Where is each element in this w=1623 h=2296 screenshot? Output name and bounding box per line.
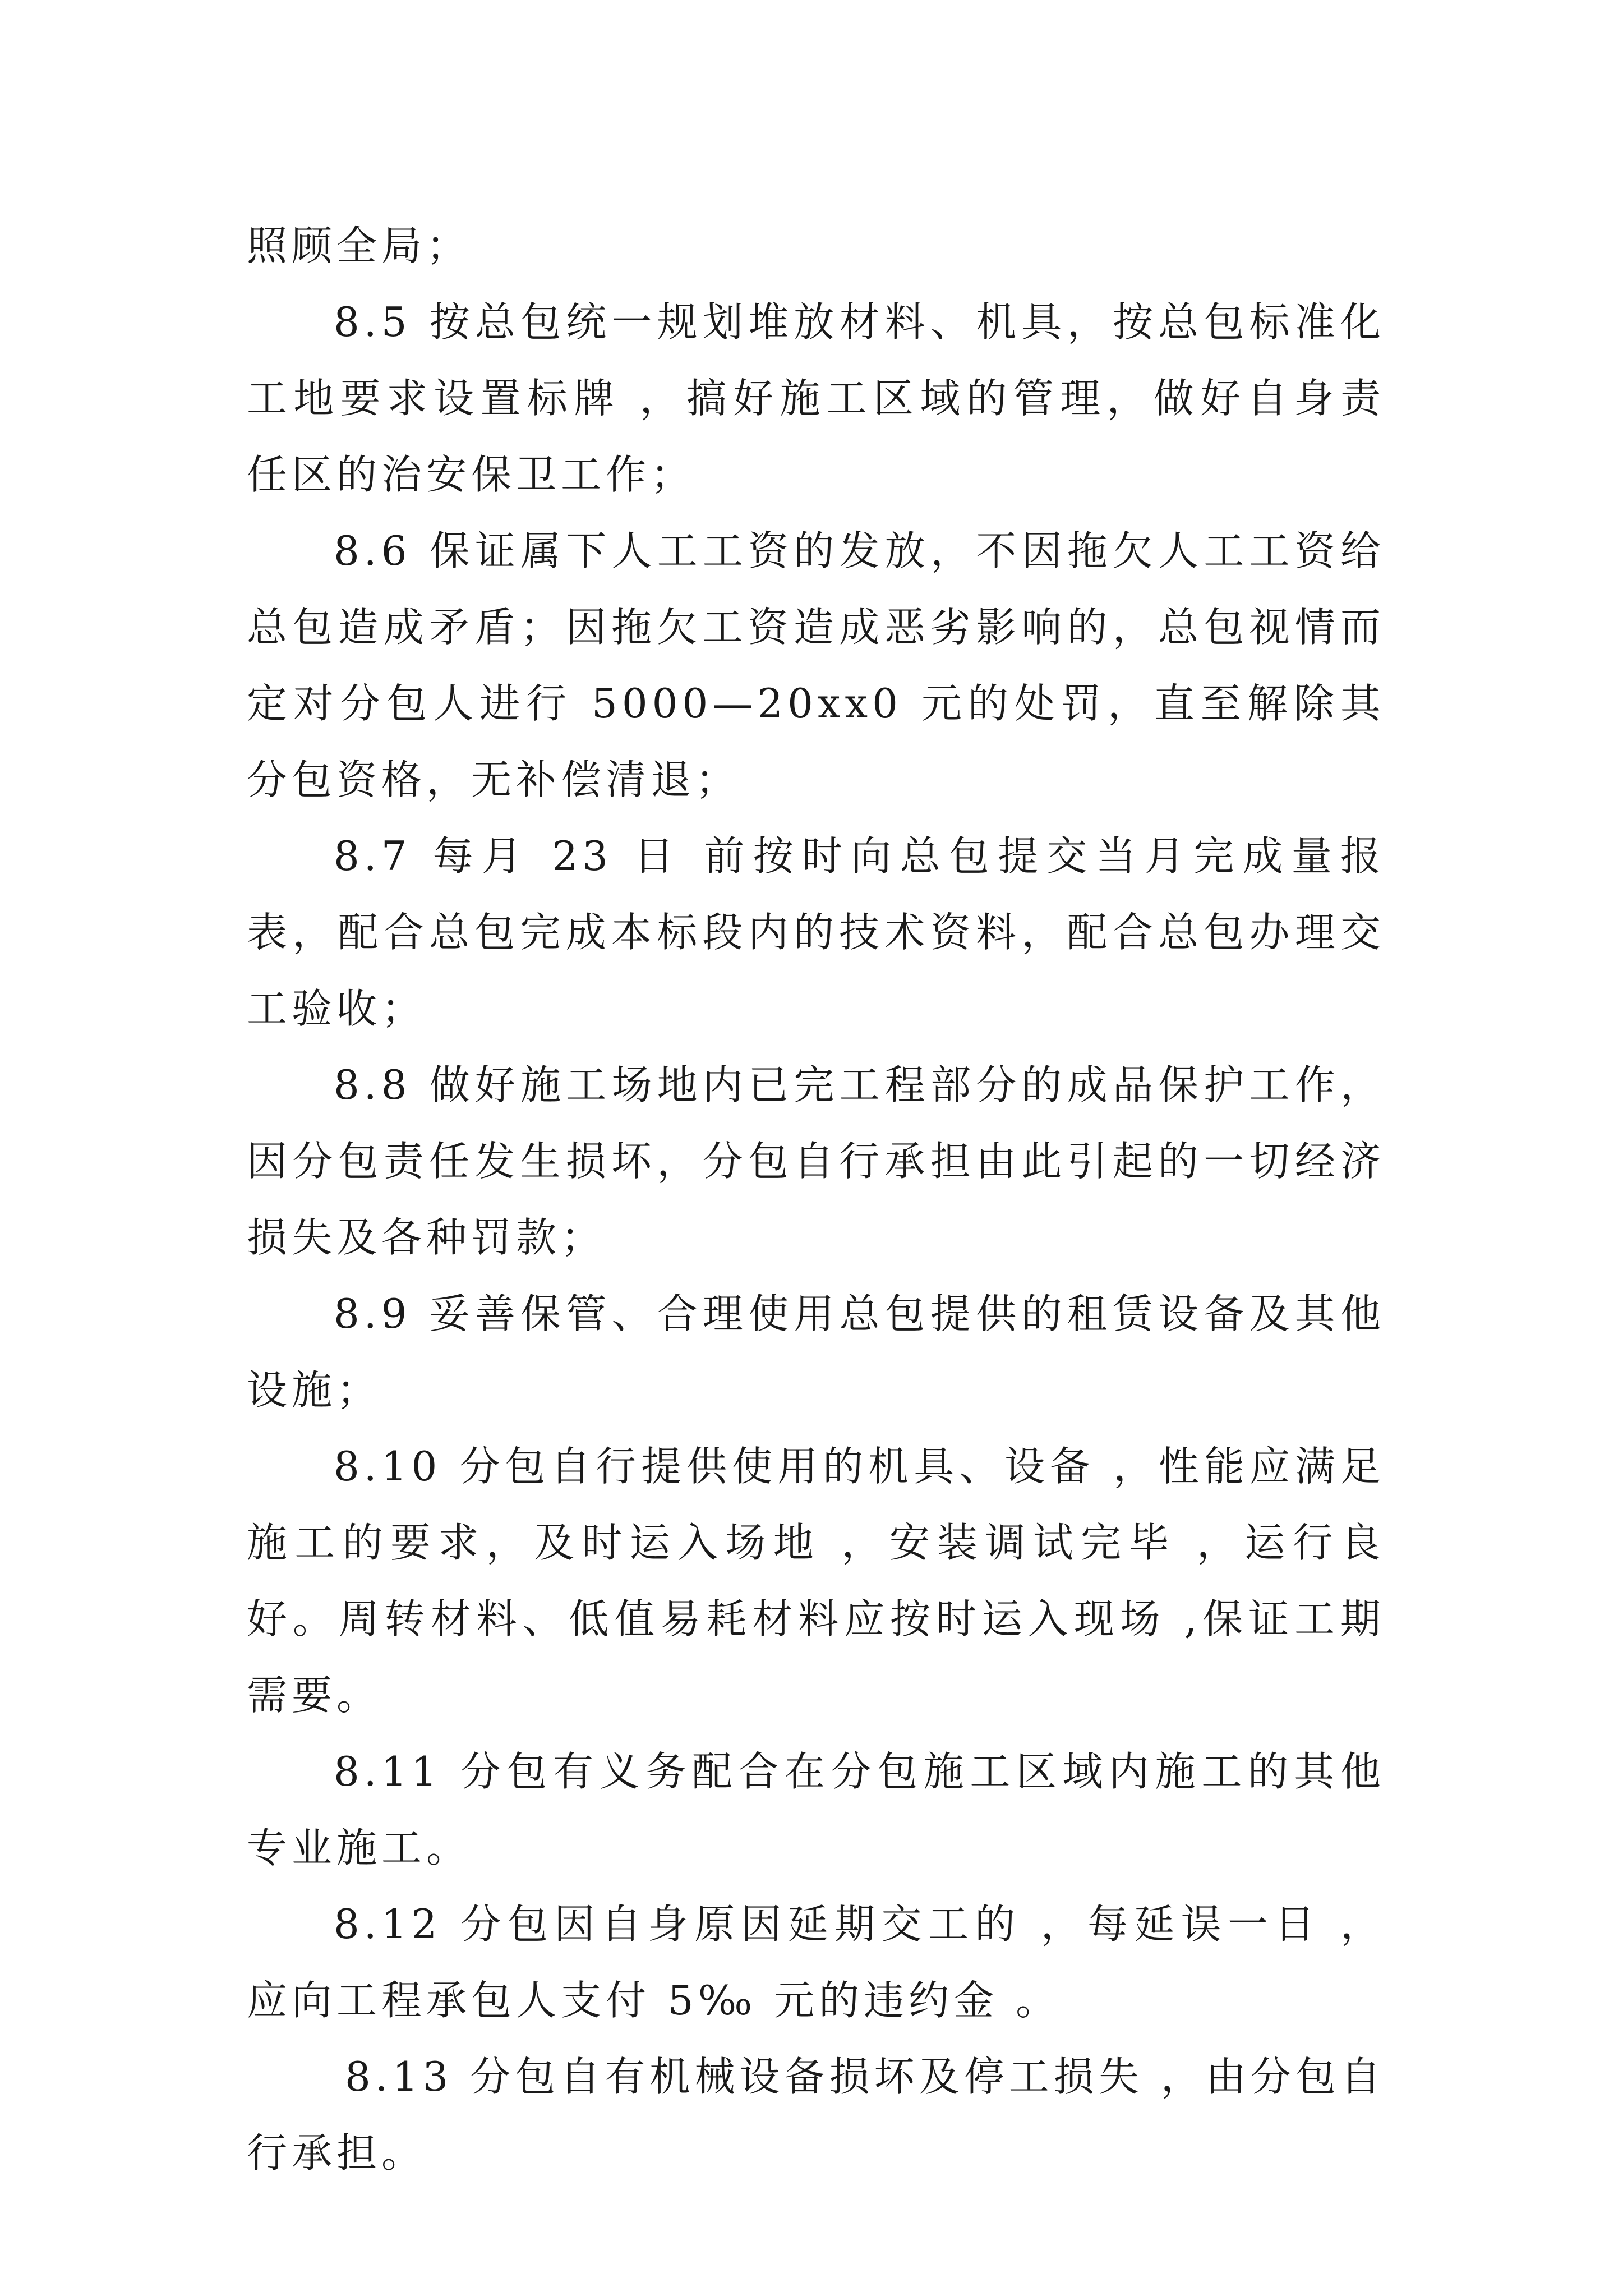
document-body <box>247 208 1385 2191</box>
clause-8-5: 8.5 按总包统一规划堆放材料、机具，按总包标准化工地要求设置标牌 ，搞好施工区域的管理，做好自身责任区的治安保卫工作； <box>247 298 1385 498</box>
clause-8-13: 8.13 分包自有机械设备损坏及停工损失 ，由分包自行承担。 <box>247 2053 1385 2177</box>
clause-8-6: 8.6 保证属下人工工资的发放，不因拖欠人工工资给总包造成矛盾；因拖欠工资造成恶劣影响的，总包视情而定对分包人进行 5000—20xx0 元的处罚，直至解除其分包资格，无补偿清退； <box>247 527 1385 803</box>
clause-8-8: 8.8 做好施工场地内已完工程部分的成品保护工作，因分包责任发生损坏，分包自行承担由此引起的一切经济损失及各种罚款； <box>247 1061 1385 1261</box>
paragraph-continuation: 照顾全局； <box>247 222 472 269</box>
clause-8-9: 8.9 妥善保管、合理使用总包提供的租赁设备及其他设施； <box>247 1290 1385 1414</box>
clause-8-7: 8.7 每月 23 日 前按时向总包提交当月完成量报表，配合总包完成本标段内的技术资料，配合总包办理交工验收； <box>247 832 1385 1032</box>
clause-8-10: 8.10 分包自行提供使用的机具、设备 ，性能应满足施工的要求，及时运入场地 ，安装调试完毕 ，运行良好。周转材料、低值易耗材料应按时运入现场 ,保证工期需要。 <box>247 1443 1385 1719</box>
clause-8-12: 8.12 分包因自身原因延期交工的 ，每延误一日 ，应向工程承包人支付 5‰ 元的违约金 。 <box>247 1901 1385 2024</box>
clause-8-11: 8.11 分包有义务配合在分包施工区域内施工的其他专业施工。 <box>247 1748 1385 1871</box>
